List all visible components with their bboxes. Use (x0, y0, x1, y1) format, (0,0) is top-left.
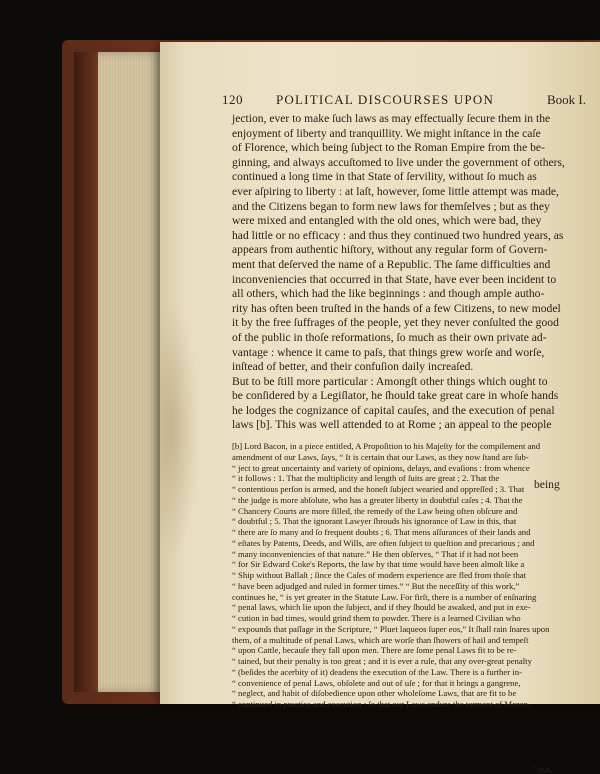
page-edges (98, 52, 164, 692)
running-title: POLITICAL DISCOURSES UPON (276, 92, 495, 107)
footnote-line: “ continued in practice and execution : ſo that our Laws endure the torment of Mezen- (232, 699, 531, 710)
footnote-line: “ it follows : 1. That the multiplicity and length of ſuits are great ; 2. That the (232, 473, 500, 484)
page-header (222, 92, 586, 110)
body-line: of the public in thoſe reformations, ſo much as their own private ad- (232, 330, 547, 344)
footnote-line: “ ject to great uncertainty and variety of opinions, delays, and evaſions : from whence (232, 462, 530, 473)
footnote-line: “ Chancery Courts are more filled, the remedy of the Law being often obſcure and (232, 505, 518, 516)
body-line: enjoyment of liberty and tranquillity. We might inſtance in the caſe (232, 126, 541, 140)
footnote-line: [b] Lord Bacon, in a piece entitled, A Propoſition to his Majeſty for the compilement and (232, 441, 541, 452)
footnote-line: continues he, “ is yet greater in the Statute Law. For firſt, there is a number of enſnaring (232, 591, 537, 602)
footnote-line: “ have been adjudged and ruled in former times.” “ But the neceſſity of this work,” (232, 580, 520, 591)
footnote-catchword: “ tius, (532, 764, 553, 774)
footnote-line: amendment of our Laws, ſays, “ It is certain that our Laws, as they now ſtand are ſub- (232, 451, 529, 462)
body-text (232, 112, 572, 433)
footnote-line: them, of a multitude of penal Laws, which are worſe than ſhowers of hail and tempeſt (232, 634, 529, 645)
page-number: 120 (222, 92, 243, 107)
body-line: had little or no efficacy : and thus they continued two hundred years, as (232, 228, 564, 242)
body-line: it by the free ſuffrages of the people, yet they never conſulted the good (232, 316, 559, 330)
footnote-line: “ tained, but their penalty is too great ; and it is ever a rule, that any over-great penalty (232, 656, 532, 667)
footnote-line: “ expounds that paſſage in the Scripture, “ Pluet laqueos ſuper eos,” It ſhall rain ſnares upon (232, 623, 550, 634)
page-text-block (222, 92, 586, 774)
footnote-line: “ contentious perſon is armed, and the honeſt ſubject wearied and oppreſſed ; 3. That (232, 484, 525, 495)
body-line: inconveniencies that occurred in that State, have ever been incident to (232, 272, 557, 286)
footnote-line: “ upon Cattle, becauſe they fall upon men. There are ſome penal Laws fit to be re- (232, 645, 517, 656)
footnote-line: “ eſtates by Patents, Deeds, and Wills, are often ſubject to queſtion and precarious ; and (232, 537, 535, 548)
footnote-line: “ Ship without Ballaſt ; ſince the Caſes of modern experience are fled from thoſe that (232, 570, 527, 581)
body-line: ment that deſerved the name of a Republic. The ſame difficulties and (232, 257, 551, 271)
footnote-line: “ cution in bad times, would grind them to powder. There is a learned Civilian who (232, 613, 521, 624)
body-line: But to be ſtill more particular : Amongſt other things which ought to (232, 374, 548, 388)
footnote-line: “ penal laws, which lie upon the ſubject, and if they ſhould be awaked, and put in exe- (232, 602, 531, 613)
body-line: rity has often been truſted in the hands of a few Citizens, to new model (232, 301, 561, 315)
body-line: laws [b]. This was well attended to at Rome ; an appeal to the people (232, 418, 552, 432)
book-label: Book I. (547, 92, 586, 107)
body-line: continued a long time in that State of ſervility, without ſo much as (232, 170, 537, 184)
footnote-line: “ (beſides the acerbity of it) deadens the execution of the Law. There is a further in- (232, 666, 522, 677)
footnote-line: “ many inconveniencies of that nature.” He then obſerves, “ That if it had not been (232, 548, 519, 559)
body-line: he lodges the cognizance of capital cauſes, and the execution of penal (232, 403, 555, 417)
body-line: of Florence, which being ſubject to the Roman Empire from the be- (232, 141, 545, 155)
body-line: be conſidered by a Legiſlator, he ſhould take great care in whoſe hands (232, 389, 559, 403)
body-line: were mixed and entangled with the old ones, which were bad, they (232, 214, 542, 228)
footnote-line: “ neglect, and habit of diſobedience upon other wholeſome Laws, that are fit to be (232, 688, 517, 699)
footnote-line: “ doubtful ; 5. That the ignorant Lawyer ſhrouds his ignorance of Law in this, that (232, 516, 517, 527)
body-line: appears from authentic hiſtory, without any regular form of Govern- (232, 243, 548, 257)
body-line: ginning, and always accuſtomed to live under the government of others, (232, 155, 565, 169)
body-catchword: being (534, 478, 560, 491)
footnote-line: “ convenience of penal Laws, obſolete and out of uſe ; for that it brings a gangrene, (232, 677, 521, 688)
body-line: vantage : whence it came to paſs, that things grew worſe and worſe, (232, 345, 545, 359)
footnote-line: “ for Sir Edward Coke's Reports, the law by that time would have been almoſt like a (232, 559, 525, 570)
body-line: ever aſpiring to liberty : at laſt, however, ſome little attempt was made, (232, 184, 559, 198)
footnote-line: “ the judge is more abſolute, who has a greater liberty in doubtful caſes ; 4. That the (232, 494, 523, 505)
body-line: inſtead of better, and their confuſion daily increaſed. (232, 360, 474, 374)
body-line: jection, ever to make ſuch laws as may effectually ſecure them in the (232, 112, 551, 125)
body-line: all others, which had the like beginnings : and though ample autho- (232, 287, 545, 301)
body-line: and the Citizens began to form new laws for themſelves ; but as they (232, 199, 550, 213)
footnote-block (232, 441, 572, 710)
page-stain (160, 300, 200, 560)
footnote-line: “ there are ſo many and ſo frequent doubts ; 6. That mens aſſurances of their lands and (232, 527, 531, 538)
